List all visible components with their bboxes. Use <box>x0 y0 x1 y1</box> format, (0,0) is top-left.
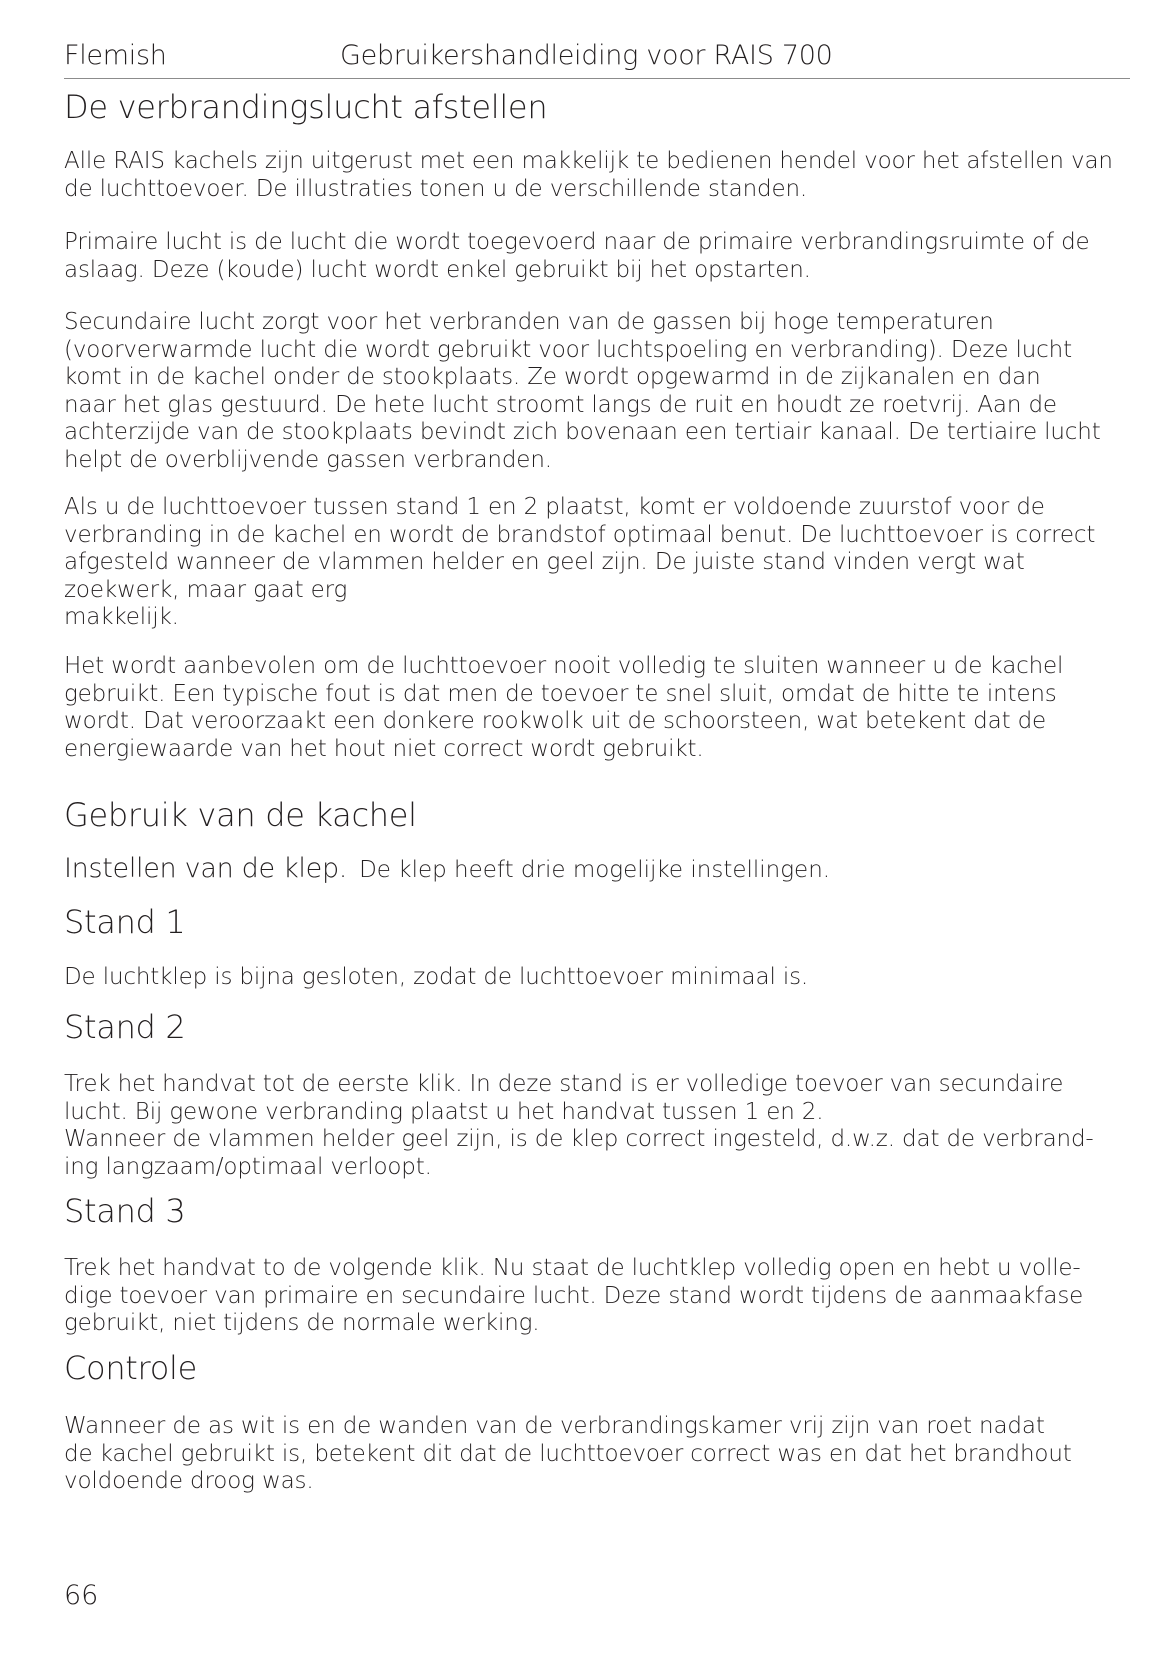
text-line: Als u de luchttoevoer tussen stand 1 en 2 plaatst, komt er voldoende zuurstof voor de <box>64 494 1045 520</box>
text-line: Wanneer de vlammen helder geel zijn, is de klep correct ingesteld, d.w.z. dat de verbrand- <box>64 1126 1094 1153</box>
manual-page <box>64 0 1130 1654</box>
stand2-heading: Stand 2 <box>64 1008 186 1046</box>
controle-heading: Controle <box>64 1349 197 1387</box>
stand2-paragraph <box>64 1071 1130 1181</box>
page-number: 66 <box>64 1580 99 1611</box>
paragraph-recommendation <box>64 653 1130 763</box>
text-line: ing langzaam/optimaal verloopt. <box>64 1153 432 1180</box>
stand3-paragraph <box>64 1255 1130 1338</box>
controle-paragraph <box>64 1413 1130 1496</box>
text-line: makkelijk. <box>64 604 179 631</box>
text-line: Trek het handvat tot de eerste klik. In deze stand is er volledige toevoer van secundaire <box>64 1071 1064 1097</box>
stand1-heading: Stand 1 <box>64 903 186 941</box>
valve-setting-title: Instellen van de klep. <box>64 853 348 884</box>
header-title: Gebruikershandleiding voor RAIS 700 <box>340 40 833 71</box>
page-header <box>64 40 1130 79</box>
text-line: afgesteld wanneer de vlammen helder en geel zijn. De juiste stand vinden vergt wat <box>64 549 1025 576</box>
text-line: Wanneer de as wit is en de wanden van de verbrandingskamer vrij zijn van roet nadat <box>64 1413 1045 1439</box>
text-line: voldoende droog was. <box>64 1468 314 1495</box>
text-line: gebruikt. Een typische fout is dat men de toevoer te snel sluit, omdat de hitte te intens <box>64 680 1057 707</box>
paragraph-intro <box>64 148 1130 203</box>
text-line: wordt. Dat veroorzaakt een donkere rookwolk uit de schoorsteen, wat betekent dat de <box>64 708 1047 735</box>
stand3-heading: Stand 3 <box>64 1192 186 1230</box>
text-line: lucht. Bij gewone verbranding plaatst u het handvat tussen 1 en 2. <box>64 1098 824 1125</box>
paragraph-primary-air <box>64 229 1130 284</box>
text-line: De luchtklep is bijna gesloten, zodat de luchttoevoer minimaal is. <box>64 964 809 990</box>
valve-setting-intro <box>64 853 830 884</box>
text-line: Secundaire lucht zorgt voor het verbranden van de gassen bij hoge temperaturen <box>64 309 994 335</box>
text-line: dige toevoer van primaire en secundaire lucht. Deze stand wordt tijdens de aanmaakfase <box>64 1282 1084 1309</box>
paragraph-air-position <box>64 494 1130 632</box>
text-line: energiewaarde van het hout niet correct wordt gebruikt. <box>64 735 704 762</box>
stand1-paragraph <box>64 964 1130 992</box>
text-line: de luchttoevoer. De illustraties tonen u de verschillende standen. <box>64 175 808 202</box>
text-line: gebruikt, niet tijdens de normale werking. <box>64 1310 540 1337</box>
text-line: (voorverwarmde lucht die wordt gebruikt voor luchtspoeling en verbranding). Deze lucht <box>64 336 1072 363</box>
text-line: Primaire lucht is de lucht die wordt toegevoerd naar de primaire verbrandingsruimte of de <box>64 229 1090 255</box>
text-line: naar het glas gestuurd. De hete lucht stroomt langs de ruit en houdt ze roetvrij. Aan de <box>64 391 1057 418</box>
text-line: de kachel gebruikt is, betekent dit dat de luchttoevoer correct was en dat het brandhout <box>64 1440 1072 1467</box>
text-line: Het wordt aanbevolen om de luchttoevoer nooit volledig te sluiten wanneer u de kachel <box>64 653 1064 679</box>
text-line: komt in de kachel onder de stookplaats. Ze wordt opgewarmd in de zijkanalen en dan <box>64 364 1041 391</box>
valve-setting-text: De klep heeft drie mogelijke instellingen. <box>359 857 831 883</box>
paragraph-secondary-air <box>64 309 1130 475</box>
text-line: achterzijde van de stookplaats bevindt zich bovenaan een tertiair kanaal. De tertiaire lucht <box>64 419 1101 446</box>
text-line: zoekwerk, maar gaat erg <box>64 576 348 603</box>
text-line: aslaag. Deze (koude) lucht wordt enkel gebruikt bij het opstarten. <box>64 256 811 283</box>
text-line: Trek het handvat to de volgende klik. Nu staat de luchtklep volledig open en hebt u volle- <box>64 1255 1081 1281</box>
header-language: Flemish <box>64 40 167 71</box>
text-line: Alle RAIS kachels zijn uitgerust met een makkelijk te bedienen hendel voor het afstellen van <box>64 148 1113 174</box>
section-heading-air-adjustment: De verbrandingslucht afstellen <box>64 88 548 126</box>
text-line: helpt de overblijvende gassen verbranden. <box>64 446 552 473</box>
section-heading-stove-use: Gebruik van de kachel <box>64 796 417 834</box>
text-line: verbranding in de kachel en wordt de brandstof optimaal benut. De luchttoevoer is correct <box>64 521 1096 548</box>
